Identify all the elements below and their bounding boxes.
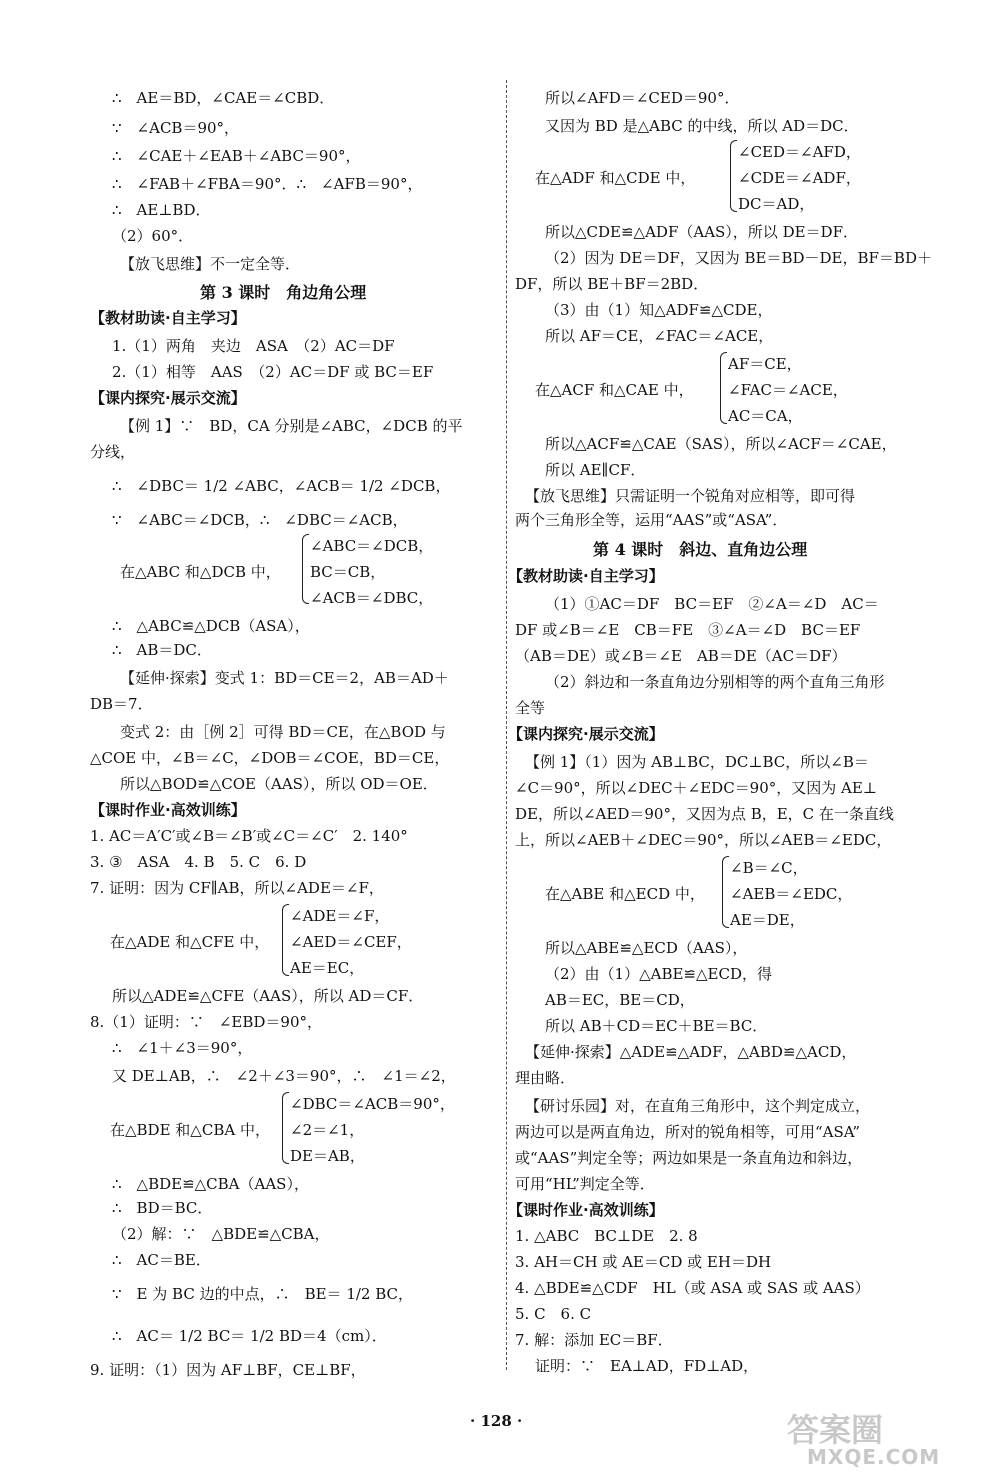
- section-heading: 第 3 课时 角边角公理: [200, 283, 367, 302]
- text-line: 在△ACF 和△CAE 中，: [535, 381, 694, 399]
- text-line: DE，所以∠AED＝90°，又因为点 B，E，C 在一条直线: [515, 805, 894, 823]
- brace: [282, 904, 289, 976]
- text-line: AE＝EC，: [290, 959, 365, 977]
- text-line: AF＝CE，: [728, 355, 802, 373]
- text-line: ∠C＝90°，所以∠DEC＋∠EDC＝90°，又因为 AE⊥: [515, 779, 877, 797]
- section-label: 【课时作业·高效训练】: [508, 1201, 664, 1219]
- text-line: 在△ABC 和△DCB 中，: [120, 563, 281, 581]
- brace: [720, 352, 727, 424]
- text-line: 所以 AF＝CE，∠FAC＝∠ACE，: [545, 327, 774, 345]
- text-line: ∠ACB＝∠DBC，: [310, 589, 434, 607]
- section-label: 【课内探究·展示交流】: [90, 389, 246, 407]
- text-line: 变式 2：由［例 2］可得 BD＝CE，在△BOD 与: [120, 723, 446, 741]
- text-line: 5. C 6. C: [515, 1305, 592, 1323]
- text-line: 所以 AB＋CD＝EC＋BE＝BC．: [545, 1017, 768, 1035]
- text-line: 又因为 BD 是△ABC 的中线，所以 AD＝DC．: [545, 117, 859, 135]
- text-line: 【延伸·探索】△ADE≌△ADF，△ABD≌△ACD，: [525, 1043, 857, 1061]
- text-line: △COE 中，∠B＝∠C，∠DOB＝∠COE，BD＝CE，: [90, 749, 450, 767]
- text-line: 所以 AE∥CF．: [545, 461, 646, 479]
- page-number: · 128 ·: [470, 1412, 523, 1430]
- text-line: DF 或∠B＝∠E CB＝FE ③∠A＝∠D BC＝EF: [515, 621, 861, 639]
- text-line: （2）斜边和一条直角边分别相等的两个直角三角形: [545, 673, 885, 691]
- text-line: （2）解：∵ △BDE≌△CBA，: [112, 1225, 330, 1243]
- brace: [722, 856, 729, 928]
- text-line: BC＝CB，: [310, 563, 386, 581]
- text-line: ∵ E 为 BC 边的中点，∴ BE＝ 1/2 BC，: [112, 1285, 414, 1303]
- text-line: ∠CDE＝∠ADF，: [738, 169, 861, 187]
- text-line: ∴ ∠CAE＋∠EAB＋∠ABC＝90°，: [112, 147, 361, 165]
- section-label: 【教材助读·自主学习】: [90, 309, 246, 327]
- text-line: DB＝7．: [90, 695, 153, 713]
- text-line: 在△ADF 和△CDE 中，: [535, 169, 696, 187]
- text-line: ∴ AE⊥BD．: [112, 201, 211, 219]
- text-line: ∠DBC＝∠ACB＝90°，: [290, 1095, 455, 1113]
- text-line: ∴ AC＝ 1/2 BC＝ 1/2 BD＝4（cm）．: [112, 1327, 387, 1345]
- text-line: 在△BDE 和△CBA 中，: [110, 1121, 270, 1139]
- text-line: ∴ ∠1＋∠3＝90°，: [112, 1039, 253, 1057]
- text-line: 3. ③ ASA 4. B 5. C 6. D: [90, 853, 307, 871]
- text-line: （2）因为 DE＝DF，又因为 BE＝BD－DE，BF＝BD＋: [545, 249, 932, 267]
- text-line: ∴ △ABC≌△DCB（ASA），: [112, 617, 310, 635]
- text-line: 理由略．: [515, 1069, 576, 1087]
- text-line: 上，所以∠AEB＋∠DEC＝90°，所以∠AEB＝∠EDC，: [515, 831, 892, 849]
- text-line: 【放飞思维】不一定全等．: [120, 255, 301, 273]
- text-line: ∠AED＝∠CEF，: [290, 933, 412, 951]
- text-line: DE＝AB，: [290, 1147, 365, 1165]
- text-line: 1. AC＝A′C′或∠B＝∠B′或∠C＝∠C′ 2. 140°: [90, 827, 408, 845]
- text-line: DF，所以 BE＋BF＝2BD．: [515, 275, 709, 293]
- text-line: 所以△CDE≌△ADF（AAS），所以 DE＝DF．: [545, 223, 858, 241]
- text-line: ∴ ∠FAB＋∠FBA＝90°．∴ ∠AFB＝90°，: [112, 175, 423, 193]
- text-line: （1）①AC＝DF BC＝EF ②∠A＝∠D AC＝: [545, 595, 879, 613]
- text-line: ∠B＝∠C，: [730, 859, 808, 877]
- text-line: 分线，: [90, 443, 136, 461]
- text-line: ∠ABC＝∠DCB，: [310, 537, 434, 555]
- text-line: ∠ADE＝∠F，: [290, 907, 390, 925]
- text-line: 【延伸·探索】变式 1：BD＝CE＝2，AB＝AD＋: [120, 669, 449, 687]
- text-line: 可用“HL”判定全等．: [515, 1175, 655, 1193]
- text-line: ∴ AC＝BE．: [112, 1251, 211, 1269]
- brace: [302, 534, 309, 604]
- text-line: AC＝CA，: [728, 407, 803, 425]
- text-line: 9. 证明：（1）因为 AF⊥BF，CE⊥BF，: [90, 1361, 366, 1379]
- text-line: AE＝DE，: [730, 911, 805, 929]
- text-line: 【研讨乐园】对，在直角三角形中，这个判定成立，: [525, 1097, 871, 1115]
- text-line: 3. AH＝CH 或 AE＝CD 或 EH＝DH: [515, 1253, 772, 1271]
- text-line: ∠2＝∠1，: [290, 1121, 365, 1139]
- watermark-url: MXQE.COM: [807, 1445, 941, 1469]
- watermark-logo: 答案圈: [787, 1411, 884, 1449]
- text-line: DC＝AD，: [738, 195, 815, 213]
- text-line: 所以∠AFD＝∠CED＝90°．: [545, 89, 740, 107]
- text-line: （2）由（1）△ABE≌△ECD，得: [545, 965, 772, 983]
- text-line: 全等: [515, 699, 546, 717]
- text-line: 8.（1）证明：∵ ∠EBD＝90°，: [90, 1013, 323, 1031]
- text-line: ∴ △BDE≌△CBA（AAS），: [112, 1175, 309, 1193]
- watermark: [775, 1405, 975, 1469]
- text-line: 在△ABE 和△ECD 中，: [545, 885, 705, 903]
- text-line: 所以△ABE≌△ECD（AAS），: [545, 939, 748, 957]
- text-line: 【例 1】∵ BD，CA 分别是∠ABC，∠DCB 的平: [120, 417, 463, 435]
- text-line: 7. 解：添加 EC＝BF．: [515, 1331, 673, 1349]
- text-line: 两边可以是两直角边，所对的锐角相等，可用“ASA”: [515, 1123, 861, 1141]
- text-line: ∠AEB＝∠EDC，: [730, 885, 853, 903]
- text-line: ∠CED＝∠AFD，: [738, 143, 861, 161]
- column-divider: [506, 80, 507, 1370]
- text-line: ∴ ∠DBC＝ 1/2 ∠ABC，∠ACB＝ 1/2 ∠DCB，: [112, 477, 451, 495]
- section-label: 【课时作业·高效训练】: [90, 801, 246, 819]
- text-line: 2.（1）相等 AAS （2）AC＝DF 或 BC＝EF: [112, 363, 434, 381]
- text-line: ∴ AE＝BD，∠CAE＝∠CBD．: [112, 89, 335, 107]
- text-line: 7. 证明：因为 CF∥AB，所以∠ADE＝∠F，: [90, 879, 384, 897]
- section-heading: 第 4 课时 斜边、直角边公理: [593, 540, 808, 559]
- brace: [282, 1092, 289, 1164]
- text-line: ∠FAC＝∠ACE，: [728, 381, 848, 399]
- text-line: 【例 1】（1）因为 AB⊥BC，DC⊥BC，所以∠B＝: [525, 753, 869, 771]
- text-line: 【放飞思维】只需证明一个锐角对应相等，即可得: [525, 487, 856, 505]
- section-label: 【课内探究·展示交流】: [508, 725, 664, 743]
- text-line: 所以△ACF≌△CAE（SAS），所以∠ACF＝∠CAE，: [545, 435, 897, 453]
- text-line: AB＝EC，BE＝CD，: [545, 991, 695, 1009]
- text-line: 证明：∵ EA⊥AD，FD⊥AD，: [535, 1357, 759, 1375]
- text-line: ∴ AB＝DC．: [112, 641, 212, 659]
- text-line: 4. △BDE≌△CDF HL（或 ASA 或 SAS 或 AAS）: [515, 1279, 870, 1297]
- text-line: （3）由（1）知△ADF≌△CDE，: [545, 301, 773, 319]
- text-line: 或“AAS”判定全等；两边如果是一条直角边和斜边，: [515, 1149, 863, 1167]
- text-line: 所以△ADE≌△CFE（AAS），所以 AD＝CF．: [112, 987, 424, 1005]
- text-line: （AB＝DE）或∠B＝∠E AB＝DE（AC＝DF）: [515, 647, 847, 665]
- text-line: ∵ ∠ACB＝90°，: [112, 119, 240, 137]
- text-line: 所以△BOD≌△COE（AAS），所以 OD＝OE．: [120, 775, 438, 793]
- text-line: （2）60°．: [112, 227, 194, 245]
- text-line: 又 DE⊥AB，∴ ∠2＋∠3＝90°，∴ ∠1＝∠2，: [112, 1067, 456, 1085]
- text-line: ∴ BD＝BC．: [112, 1199, 213, 1217]
- text-line: 1. △ABC BC⊥DE 2. 8: [515, 1227, 698, 1245]
- text-line: 1.（1）两角 夹边 ASA （2）AC＝DF: [112, 337, 395, 355]
- text-line: 两个三角形全等，运用“AAS”或“ASA”．: [515, 511, 788, 529]
- section-label: 【教材助读·自主学习】: [508, 567, 664, 585]
- brace: [730, 140, 737, 212]
- text-line: ∵ ∠ABC＝∠DCB，∴ ∠DBC＝∠ACB，: [112, 511, 408, 529]
- text-line: 在△ADE 和△CFE 中，: [110, 933, 270, 951]
